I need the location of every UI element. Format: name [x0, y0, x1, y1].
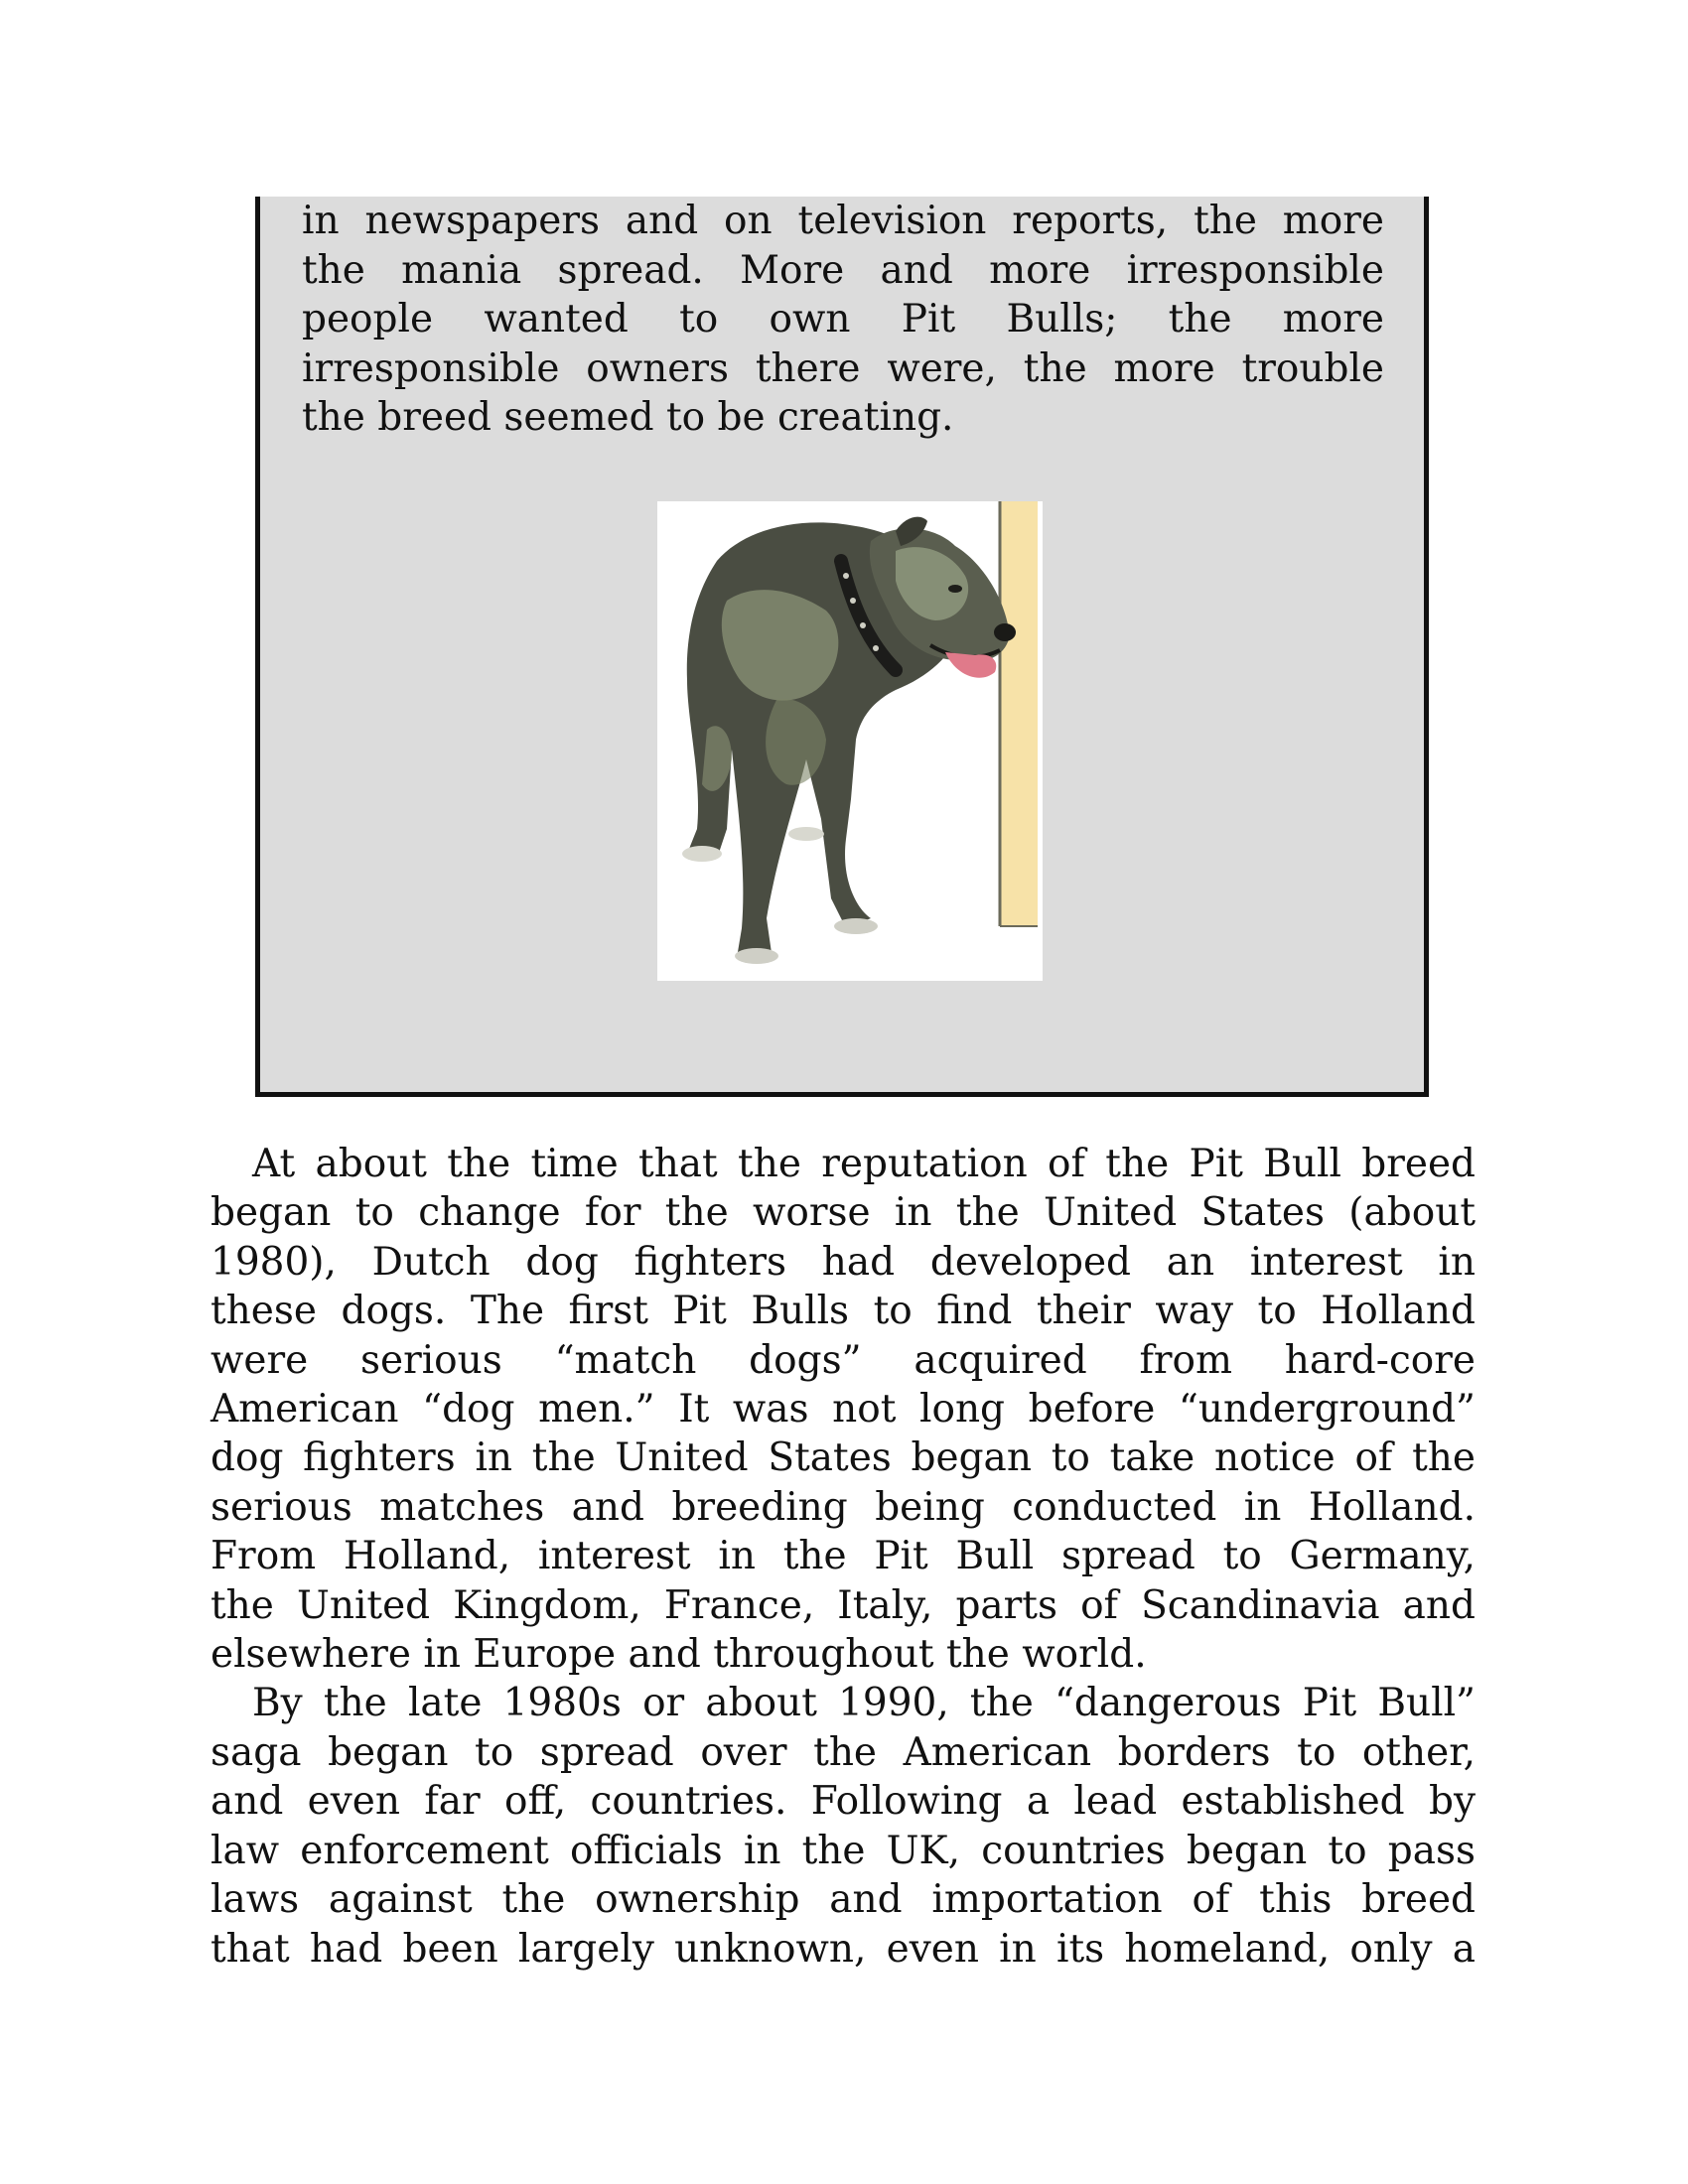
dog-nose	[994, 623, 1016, 641]
body-line: that had been largely unknown, even in its homeland, only a	[211, 1926, 1476, 1972]
body-line: From Holland, interest in the Pit Bull spread to Germany,	[211, 1534, 1476, 1579]
paragraph	[211, 1140, 1476, 1679]
body-line: law enforcement officials in the UK, countries began to pass	[211, 1828, 1476, 1873]
body-line: dog fighters in the United States began to take notice of the	[211, 1435, 1476, 1481]
body-text	[211, 1140, 1476, 1974]
body-line: began to change for the worse in the United States (about	[211, 1190, 1476, 1236]
sidebar-line: people wanted to own Pit Bulls; the more	[302, 297, 1384, 341]
body-line: the United Kingdom, France, Italy, parts of Scandinavia and	[211, 1582, 1476, 1628]
pit-bull-illustration	[657, 501, 1043, 981]
body-line: laws against the ownership and importation of this breed	[211, 1877, 1476, 1923]
dog-eye	[948, 585, 962, 593]
door-panel	[1000, 501, 1038, 926]
sidebar-box	[255, 197, 1429, 1097]
sidebar-text	[302, 197, 1384, 443]
body-line: serious matches and breeding being conducted in Holland.	[211, 1484, 1476, 1530]
sidebar-line: irresponsible owners there were, the more trouble	[302, 345, 1384, 391]
body-line: and even far off, countries. Following a lead established by	[211, 1779, 1476, 1825]
sidebar-line: the mania spread. More and more irresponsible	[302, 247, 1384, 293]
body-line: American “dog men.” It was not long before “underground”	[211, 1387, 1476, 1433]
body-line: these dogs. The first Pit Bulls to find their way to Holland	[211, 1289, 1476, 1334]
body-line: saga began to spread over the American borders to other,	[211, 1729, 1476, 1775]
body-line: were serious “match dogs” acquired from hard-core	[211, 1337, 1476, 1383]
sidebar-line: in newspapers and on television reports, the more	[302, 199, 1384, 243]
body-line: At about the time that the reputation of the Pit Bull breed	[252, 1142, 1476, 1186]
paragraph	[211, 1679, 1476, 1973]
pit-bull-figure	[657, 501, 1043, 981]
body-line: elsewhere in Europe and throughout the world.	[211, 1632, 1147, 1678]
body-line: 1980), Dutch dog fighters had developed an interest in	[211, 1239, 1476, 1285]
sidebar-line: the breed seemed to be creating.	[302, 395, 954, 440]
body-line: By the late 1980s or about 1990, the “dangerous Pit Bull”	[252, 1681, 1476, 1726]
